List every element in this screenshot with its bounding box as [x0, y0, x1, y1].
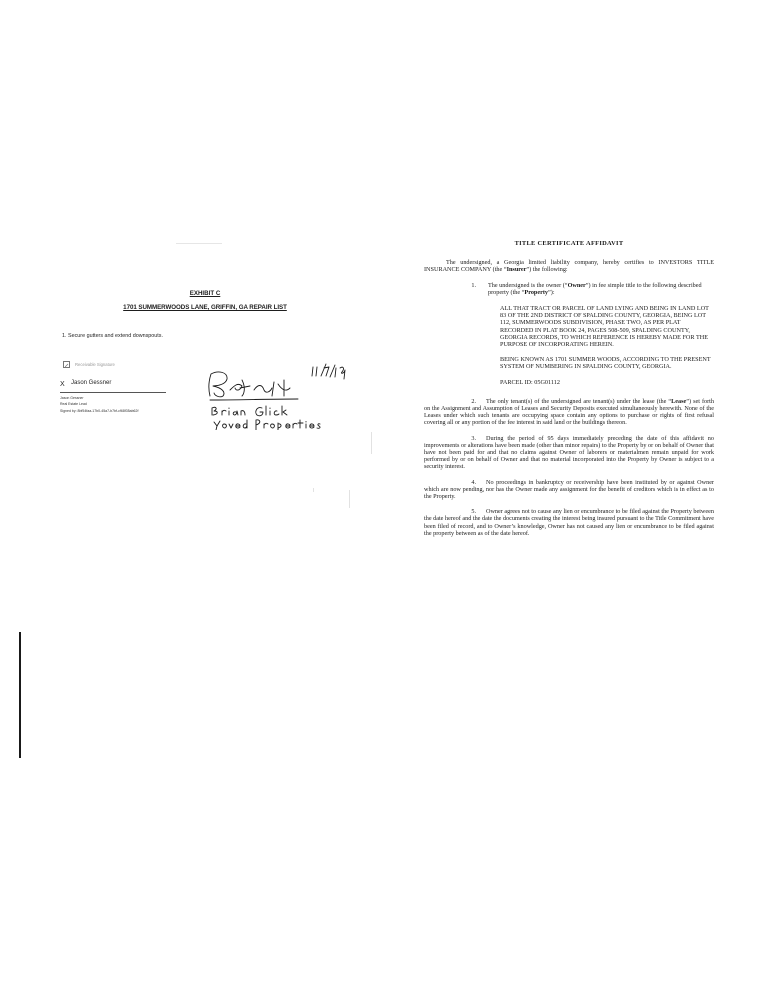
scan-artifact: [313, 488, 314, 492]
affidavit-title: TITLE CERTIFICATE AFFIDAVIT: [514, 240, 624, 247]
signer-meta-role: Real Estate Lead: [60, 402, 87, 407]
scan-divider: [176, 243, 222, 244]
signer-details: [60, 395, 138, 414]
affidavit-paragraph-4: 4. No proceedings in bankruptcy or receivership have been instituted by or against Owner which are now pending, nor has the Owner made any assignment for the benefit of creditors which is in effect as to the Property.: [424, 478, 714, 501]
scan-artifact: [371, 432, 372, 454]
scan-artifact: [349, 490, 350, 508]
document-sign-icon: [63, 361, 70, 368]
parcel-id: PARCEL ID: 05G01112: [500, 378, 560, 386]
page-edge-line: [19, 632, 21, 758]
signer-name: Jason Gessner: [71, 380, 112, 386]
signer-meta-id: Signed by: 8bf54faa-17b0-45a7-b7bf-cf68f35ab62f: [60, 408, 139, 413]
signature-x-mark: X: [60, 381, 65, 388]
title-certificate-affidavit: [424, 240, 714, 545]
handwritten-signature: [198, 360, 348, 430]
affidavit-intro: The undersigned, a Georgia limited liability company, hereby certifies to INVESTORS TITLE INSURANCE COMPANY (the “Insurer”) the following:: [424, 259, 714, 274]
affidavit-paragraph-2: 2. The only tenant(s) of the undersigned are tenant(s) under the lease (the “Lease”) set forth on the Assignment and Assumption of Leases and Security Deposits executed simultaneously herewith. None of the Leases under which such tenants are occupying space contain any options to purchase or rights of first refusal covering all or any portion of the fee interest in said land or the buildings thereon.: [424, 397, 714, 427]
repair-list-title: 1701 SUMMERWOODS LANE, GRIFFIN, GA REPAIR LIST: [123, 304, 287, 311]
affidavit-paragraph-3: 3. During the period of 95 days immediately preceding the date of this affidavit no improvements or alterations have been made (other than minor repairs) to the Property by or on behalf of Owner that have not been paid for and that no claims against Owner of laborers or materialmen remain unpaid for work performed by or on behalf of Owner and that no material incorporated into the Property by Owner is subject to a security interest.: [424, 434, 714, 471]
affidavit-paragraph-5: 5. Owner agrees not to cause any lien or encumbrance to be filed against the Property between the date hereof and the date the documents creating the interest being insured pursuant to the Title Commitment have been filed of record, and to Owner’s knowledge, Owner has not caused any lien or encumbrance to be filed against the property between as of the date hereof.: [424, 508, 714, 537]
signature-stamp-label: Receivable Signature: [75, 362, 115, 367]
repair-list-item: 1. Secure gutters and extend downspouts.: [62, 333, 163, 339]
legal-description: ALL THAT TRACT OR PARCEL OF LAND LYING AND BEING IN LAND LOT 83 OF THE 2ND DISTRICT OF SPALDING COUNTY, GEORGIA, BEING LOT 112, SUMMERWOODS SUBDIVISION, PHASE TWO, AS PER PLAT RECORDED IN PLAT BOOK 24, PAGES 508-509, SPALDING COUNTY, GEORGIA RECORDS, TO WHICH REFERENCE IS HEREBY MADE FOR THE PURPOSE OF INCORPORATING HEREIN.: [500, 305, 709, 349]
signature-stamp: [63, 361, 115, 368]
signer-meta-name: Jason Gessner: [60, 396, 84, 400]
affidavit-paragraph-1: 1. The undersigned is the owner (“Owner”) in fee simple title to the following described property (the “Property”):: [471, 281, 702, 296]
property-known-as: BEING KNOWN AS 1701 SUMMER WOODS, ACCORDING TO THE PRESENT SYSTEM OF NUMBERING IN SPALDING COUNTY, GEORGIA.: [500, 356, 711, 371]
exhibit-heading: EXHIBIT C: [189, 290, 221, 297]
